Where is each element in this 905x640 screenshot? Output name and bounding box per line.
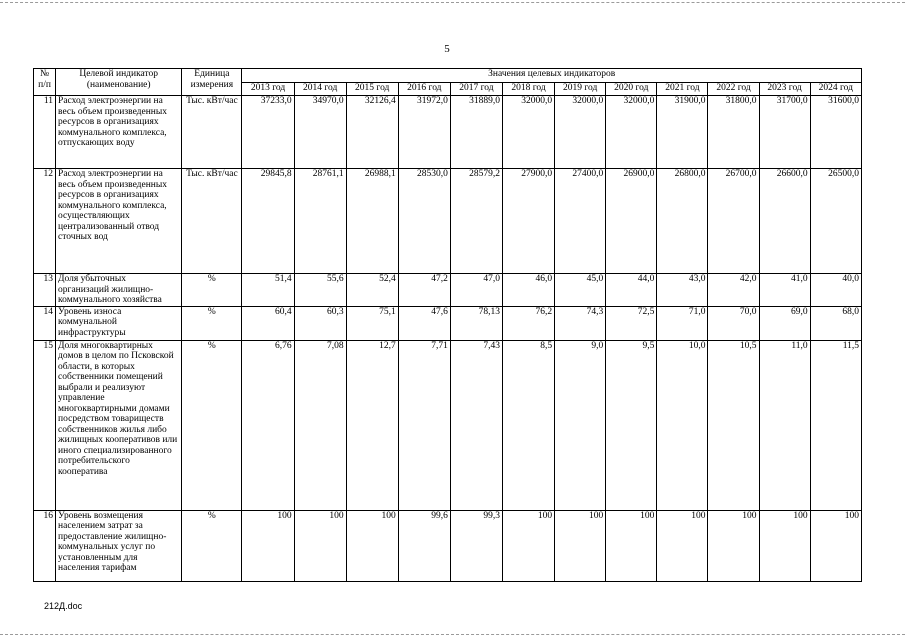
indicator-value: 100 <box>503 510 555 581</box>
indicator-value: 74,3 <box>555 306 606 340</box>
table-row <box>34 96 862 169</box>
indicator-value: 8,5 <box>503 340 555 510</box>
table-header-row <box>34 69 862 83</box>
indicator-value: 32000,0 <box>606 96 657 169</box>
indicator-value: 76,2 <box>503 306 555 340</box>
indicator-value: 69,0 <box>759 306 810 340</box>
indicator-value: 100 <box>606 510 657 581</box>
table-row <box>34 510 862 581</box>
indicator-value: 31700,0 <box>759 96 810 169</box>
indicator-value: 28761,1 <box>294 169 346 274</box>
indicator-value: 47,2 <box>398 274 450 307</box>
header-year: 2019 год <box>555 83 606 96</box>
indicator-value: 31800,0 <box>708 96 759 169</box>
indicator-value: 78,13 <box>450 306 502 340</box>
indicator-value: 75,1 <box>346 306 398 340</box>
indicator-value: 100 <box>657 510 708 581</box>
indicator-value: 43,0 <box>657 274 708 307</box>
indicator-value: 99,6 <box>398 510 450 581</box>
indicator-value: 28530,0 <box>398 169 450 274</box>
indicator-name: Уровень износа коммунальной инфраструктуры <box>56 306 182 340</box>
indicator-value: 31889,0 <box>450 96 502 169</box>
indicator-value: 100 <box>555 510 606 581</box>
row-number: 15 <box>34 340 56 510</box>
measure-unit: % <box>182 340 242 510</box>
indicator-name: Доля многоквартирных домов в целом по Псковской области, в которых собственники помещений выбрали и реализуют управление многоквартирными домами посредством товариществ собственников жилья либо жилищных кооперативов или иного специализированного потребительского кооператива <box>56 340 182 510</box>
indicator-value: 32126,4 <box>346 96 398 169</box>
indicator-value: 26600,0 <box>759 169 810 274</box>
indicator-value: 42,0 <box>708 274 759 307</box>
indicator-value: 47,6 <box>398 306 450 340</box>
indicator-value: 11,0 <box>759 340 810 510</box>
indicator-value: 55,6 <box>294 274 346 307</box>
indicator-value: 7,43 <box>450 340 502 510</box>
indicator-name: Уровень возмещения населением затрат за предоставление жилищно-коммунальных услуг по установленным для населения тарифам <box>56 510 182 581</box>
header-num: № п/п <box>34 69 56 96</box>
indicator-value: 7,08 <box>294 340 346 510</box>
row-number: 12 <box>34 169 56 274</box>
indicator-value: 60,4 <box>242 306 294 340</box>
indicator-value: 28579,2 <box>450 169 502 274</box>
indicator-value: 26500,0 <box>810 169 861 274</box>
header-year: 2016 год <box>398 83 450 96</box>
header-year: 2017 год <box>450 83 502 96</box>
indicator-value: 71,0 <box>657 306 708 340</box>
indicator-value: 26900,0 <box>606 169 657 274</box>
header-year: 2022 год <box>708 83 759 96</box>
indicator-value: 12,7 <box>346 340 398 510</box>
indicator-value: 47,0 <box>450 274 502 307</box>
indicator-value: 26800,0 <box>657 169 708 274</box>
header-name: Целевой индикатор (наименование) <box>56 69 182 96</box>
indicator-value: 26988,1 <box>346 169 398 274</box>
indicator-value: 60,3 <box>294 306 346 340</box>
table-row <box>34 340 862 510</box>
indicator-value: 37233,0 <box>242 96 294 169</box>
header-values-group: Значения целевых индикаторов <box>242 69 862 83</box>
measure-unit: Тыс. кВт/час <box>182 169 242 274</box>
row-number: 16 <box>34 510 56 581</box>
indicator-value: 10,0 <box>657 340 708 510</box>
indicator-value: 51,4 <box>242 274 294 307</box>
indicator-value: 29845,8 <box>242 169 294 274</box>
indicator-value: 6,76 <box>242 340 294 510</box>
indicator-name: Доля убыточных организаций жилищно-коммунального хозяйства <box>56 274 182 307</box>
indicator-value: 9,5 <box>606 340 657 510</box>
indicator-value: 68,0 <box>810 306 861 340</box>
measure-unit: % <box>182 306 242 340</box>
indicator-value: 26700,0 <box>708 169 759 274</box>
indicator-value: 100 <box>759 510 810 581</box>
header-year: 2023 год <box>759 83 810 96</box>
indicator-value: 41,0 <box>759 274 810 307</box>
indicator-value: 52,4 <box>346 274 398 307</box>
indicator-value: 10,5 <box>708 340 759 510</box>
indicator-value: 32000,0 <box>555 96 606 169</box>
scan-top-edge <box>0 2 905 3</box>
file-name-note: 212Д.doc <box>44 601 83 611</box>
header-year: 2013 год <box>242 83 294 96</box>
indicator-value: 31600,0 <box>810 96 861 169</box>
indicator-value: 100 <box>294 510 346 581</box>
measure-unit: % <box>182 274 242 307</box>
table-body <box>34 96 862 582</box>
header-unit: Единица измерения <box>182 69 242 96</box>
indicator-value: 45,0 <box>555 274 606 307</box>
table-row <box>34 274 862 307</box>
indicator-value: 34970,0 <box>294 96 346 169</box>
indicators-table <box>33 68 862 582</box>
indicator-value: 7,71 <box>398 340 450 510</box>
indicator-value: 100 <box>708 510 759 581</box>
indicator-value: 27400,0 <box>555 169 606 274</box>
indicator-value: 100 <box>346 510 398 581</box>
indicator-name: Расход электроэнергии на весь объем произведенных ресурсов в организациях коммунального комплекса, отпускающих воду <box>56 96 182 169</box>
indicator-value: 31900,0 <box>657 96 708 169</box>
indicator-value: 9,0 <box>555 340 606 510</box>
header-year: 2014 год <box>294 83 346 96</box>
indicator-value: 100 <box>810 510 861 581</box>
row-number: 13 <box>34 274 56 307</box>
indicator-value: 99,3 <box>450 510 502 581</box>
header-year: 2020 год <box>606 83 657 96</box>
indicator-value: 31972,0 <box>398 96 450 169</box>
table-row <box>34 306 862 340</box>
indicator-value: 100 <box>242 510 294 581</box>
indicator-value: 46,0 <box>503 274 555 307</box>
indicator-value: 70,0 <box>708 306 759 340</box>
indicator-value: 40,0 <box>810 274 861 307</box>
page-number: 5 <box>444 43 450 55</box>
scan-bottom-edge <box>0 634 905 635</box>
indicator-value: 32000,0 <box>503 96 555 169</box>
indicator-value: 11,5 <box>810 340 861 510</box>
measure-unit: Тыс. кВт/час <box>182 96 242 169</box>
header-year: 2015 год <box>346 83 398 96</box>
indicator-value: 27900,0 <box>503 169 555 274</box>
header-year: 2018 год <box>503 83 555 96</box>
indicator-value: 44,0 <box>606 274 657 307</box>
table-row <box>34 169 862 274</box>
row-number: 11 <box>34 96 56 169</box>
row-number: 14 <box>34 306 56 340</box>
header-year: 2021 год <box>657 83 708 96</box>
measure-unit: % <box>182 510 242 581</box>
indicator-value: 72,5 <box>606 306 657 340</box>
indicator-name: Расход электроэнергии на весь объем произведенных ресурсов в организациях коммунального комплекса, осуществляющих централизованный отвод сточных вод <box>56 169 182 274</box>
header-year: 2024 год <box>810 83 861 96</box>
